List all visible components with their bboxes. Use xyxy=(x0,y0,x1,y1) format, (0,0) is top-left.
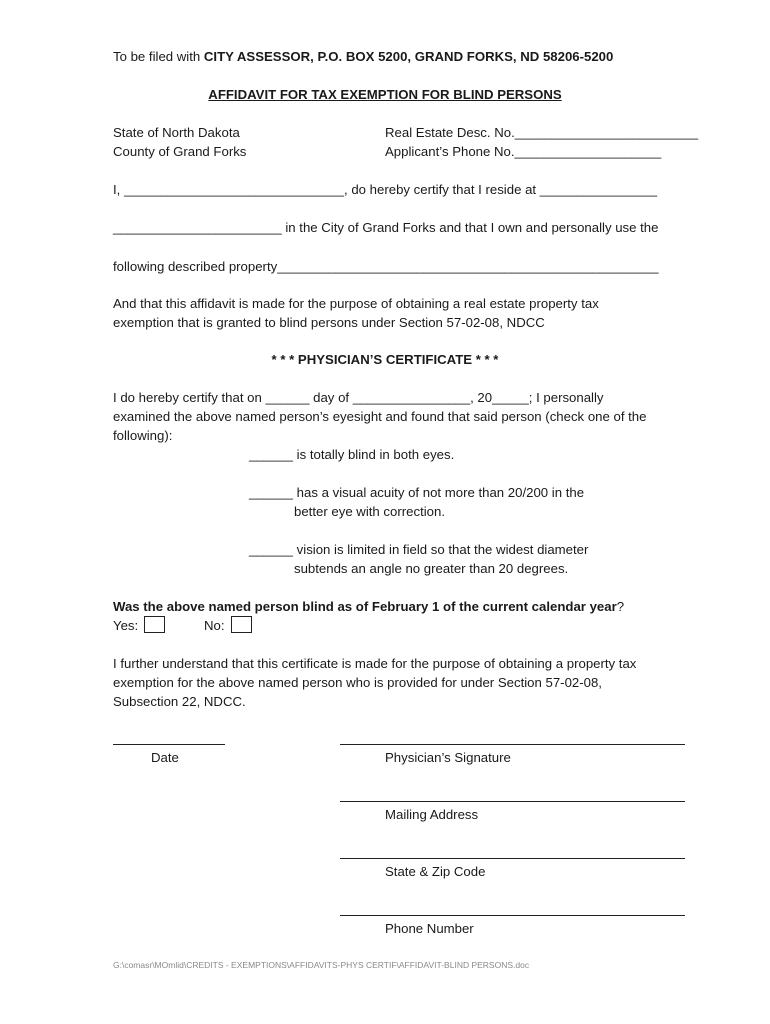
understanding-line-3: Subsection 22, NDCC. xyxy=(113,694,246,709)
state-zip-label: State & Zip Code xyxy=(385,864,486,879)
file-path-footer: G:\comasr\MOmlid\CREDITS - EXEMPTIONS\AFFIDAVITS-PHYS CERTIF\AFFIDAVIT-BLIND PERSONS.doc xyxy=(113,960,530,970)
date-line[interactable] xyxy=(113,744,225,745)
physician-heading: * * * PHYSICIAN’S CERTIFICATE * * * xyxy=(271,352,499,367)
understanding-line-1: I further understand that this certificate is made for the purpose of obtaining a property tax xyxy=(113,656,637,671)
affidavit-line-3[interactable]: following described property____________________________________________________ xyxy=(113,259,659,274)
certify-line-1[interactable]: I do hereby certify that on ______ day of ________________, 20_____; I personally xyxy=(113,390,604,405)
option-field-limited[interactable]: ______ vision is limited in field so that the widest diameter xyxy=(249,542,589,557)
option-visual-acuity[interactable]: ______ has a visual acuity of not more than 20/200 in the xyxy=(249,485,585,500)
physician-signature-label: Physician’s Signature xyxy=(385,750,511,765)
state-zip-line[interactable] xyxy=(340,858,685,859)
mailing-address-line[interactable] xyxy=(340,801,685,802)
blind-question-mark: ? xyxy=(616,599,625,614)
blind-question xyxy=(113,597,624,616)
venue-county: County of Grand Forks xyxy=(113,144,247,159)
blind-question-text: Was the above named person blind as of February 1 of the current calendar year xyxy=(113,599,617,614)
purpose-line-2: exemption that is granted to blind persons under Section 57-02-08, NDCC xyxy=(113,315,545,330)
no-checkbox[interactable] xyxy=(231,616,252,633)
option-field-limited-cont: subtends an angle no greater than 20 degrees. xyxy=(294,561,569,576)
applicant-phone-field[interactable]: Applicant’s Phone No.____________________ xyxy=(385,144,662,159)
affidavit-line-2[interactable]: _______________________ in the City of Grand Forks and that I own and personally use the xyxy=(113,220,659,235)
physician-signature-line[interactable] xyxy=(340,744,685,745)
no-option xyxy=(204,616,252,635)
option-visual-acuity-cont: better eye with correction. xyxy=(294,504,445,519)
phone-number-label: Phone Number xyxy=(385,921,474,936)
venue-state: State of North Dakota xyxy=(113,125,240,140)
real-estate-desc-field[interactable]: Real Estate Desc. No._________________________ xyxy=(385,125,699,140)
form-title: AFFIDAVIT FOR TAX EXEMPTION FOR BLIND PERSONS xyxy=(208,87,562,102)
phone-number-line[interactable] xyxy=(340,915,685,916)
no-label: No: xyxy=(204,618,225,633)
option-totally-blind[interactable]: ______ is totally blind in both eyes. xyxy=(249,447,455,462)
understanding-line-2: exemption for the above named person who is provided for under Section 57-02-08, xyxy=(113,675,602,690)
filed-with-line xyxy=(113,47,613,66)
assessor-address: CITY ASSESSOR, P.O. BOX 5200, GRAND FORKS, ND 58206-5200 xyxy=(203,49,614,64)
yes-label: Yes: xyxy=(113,618,139,633)
mailing-address-label: Mailing Address xyxy=(385,807,479,822)
yes-checkbox[interactable] xyxy=(144,616,165,633)
certify-line-3: following): xyxy=(113,428,173,443)
filed-prefix: To be filed with xyxy=(113,49,204,64)
affidavit-line-1[interactable]: I, ______________________________, do hereby certify that I reside at ________________ xyxy=(113,182,658,197)
yes-option xyxy=(113,616,165,635)
certify-line-2: examined the above named person’s eyesight and found that said person (check one of the xyxy=(113,409,647,424)
purpose-line-1: And that this affidavit is made for the purpose of obtaining a real estate property tax xyxy=(113,296,599,311)
date-label: Date xyxy=(151,750,179,765)
